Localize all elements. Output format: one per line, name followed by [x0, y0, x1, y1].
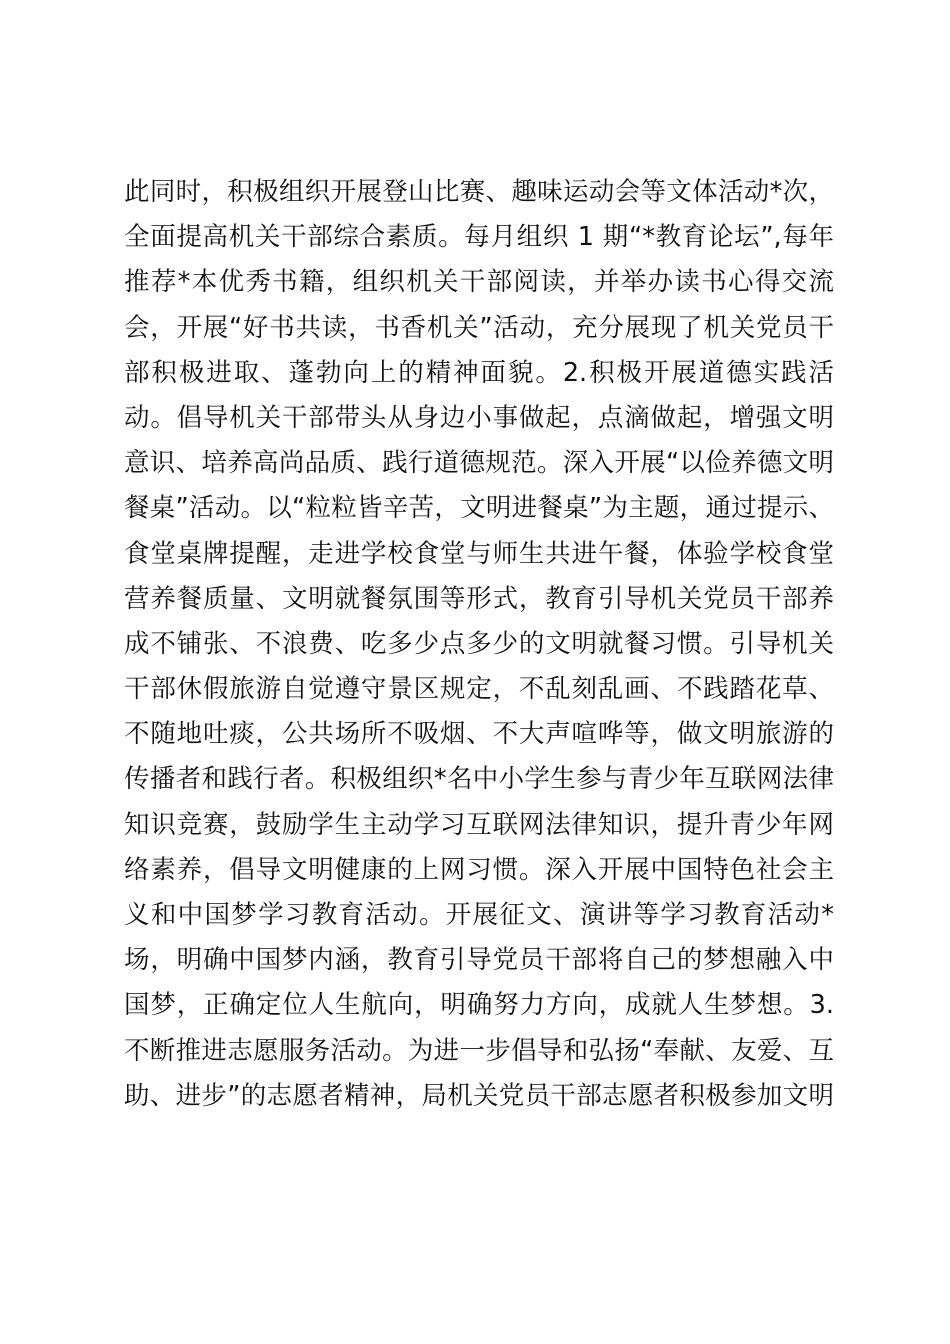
text-line: 会，开展“好书共读，书香机关”活动，充分展现了机关党员干 [124, 312, 834, 343]
body-paragraph [124, 170, 834, 1119]
text-line: 动。倡导机关干部带头从身边小事做起，点滴做起，增强文明 [124, 402, 834, 433]
text-line: 成不铺张、不浪费、吃多少点多少的文明就餐习惯。引导机关 [124, 628, 834, 659]
text-line: 传播者和践行者。积极组织*名中小学生参与青少年互联网法律 [124, 764, 834, 795]
text-line: 义和中国梦学习教育活动。开展征文、演讲等学习教育活动* [124, 900, 834, 930]
text-line: 食堂桌牌提醒，走进学校食堂与师生共进午餐，体验学校食堂 [124, 538, 834, 569]
text-line: 知识竞赛，鼓励学生主动学习互联网法律知识，提升青少年网 [124, 809, 834, 840]
text-line: 营养餐质量、文明就餐氛围等形式，教育引导机关党员干部养 [124, 583, 834, 614]
text-line: 国梦，正确定位人生航向，明确努力方向，成就人生梦想。3. [124, 990, 834, 1021]
text-line: 不随地吐痰，公共场所不吸烟、不大声喧哗等，做文明旅游的 [124, 719, 834, 750]
text-line: 络素养，倡导文明健康的上网习惯。深入开展中国特色社会主 [124, 854, 834, 885]
text-line: 意识、培养高尚品质、践行道德规范。深入开展“以俭养德文明 [124, 448, 834, 479]
text-line: 餐桌”活动。以“粒粒皆辛苦，文明进餐桌”为主题，通过提示、 [124, 493, 834, 524]
text-line: 干部休假旅游自觉遵守景区规定，不乱刻乱画、不践踏花草、 [124, 674, 834, 705]
text-line: 场，明确中国梦内涵，教育引导党员干部将自己的梦想融入中 [124, 945, 834, 976]
text-line: 全面提高机关干部综合素质。每月组织 1 期“*教育论坛”,每年 [124, 222, 834, 253]
text-line: 不断推进志愿服务活动。为进一步倡导和弘扬“奉献、友爱、互 [124, 1035, 834, 1066]
text-line: 助、进步”的志愿者精神，局机关党员干部志愿者积极参加文明 [124, 1080, 834, 1111]
text-line: 此同时，积极组织开展登山比赛、趣味运动会等文体活动*次， [124, 177, 834, 207]
text-line: 推荐*本优秀书籍，组织机关干部阅读，并举办读书心得交流 [124, 267, 834, 298]
text-line: 部积极进取、蓬勃向上的精神面貌。2.积极开展道德实践活 [124, 357, 834, 388]
